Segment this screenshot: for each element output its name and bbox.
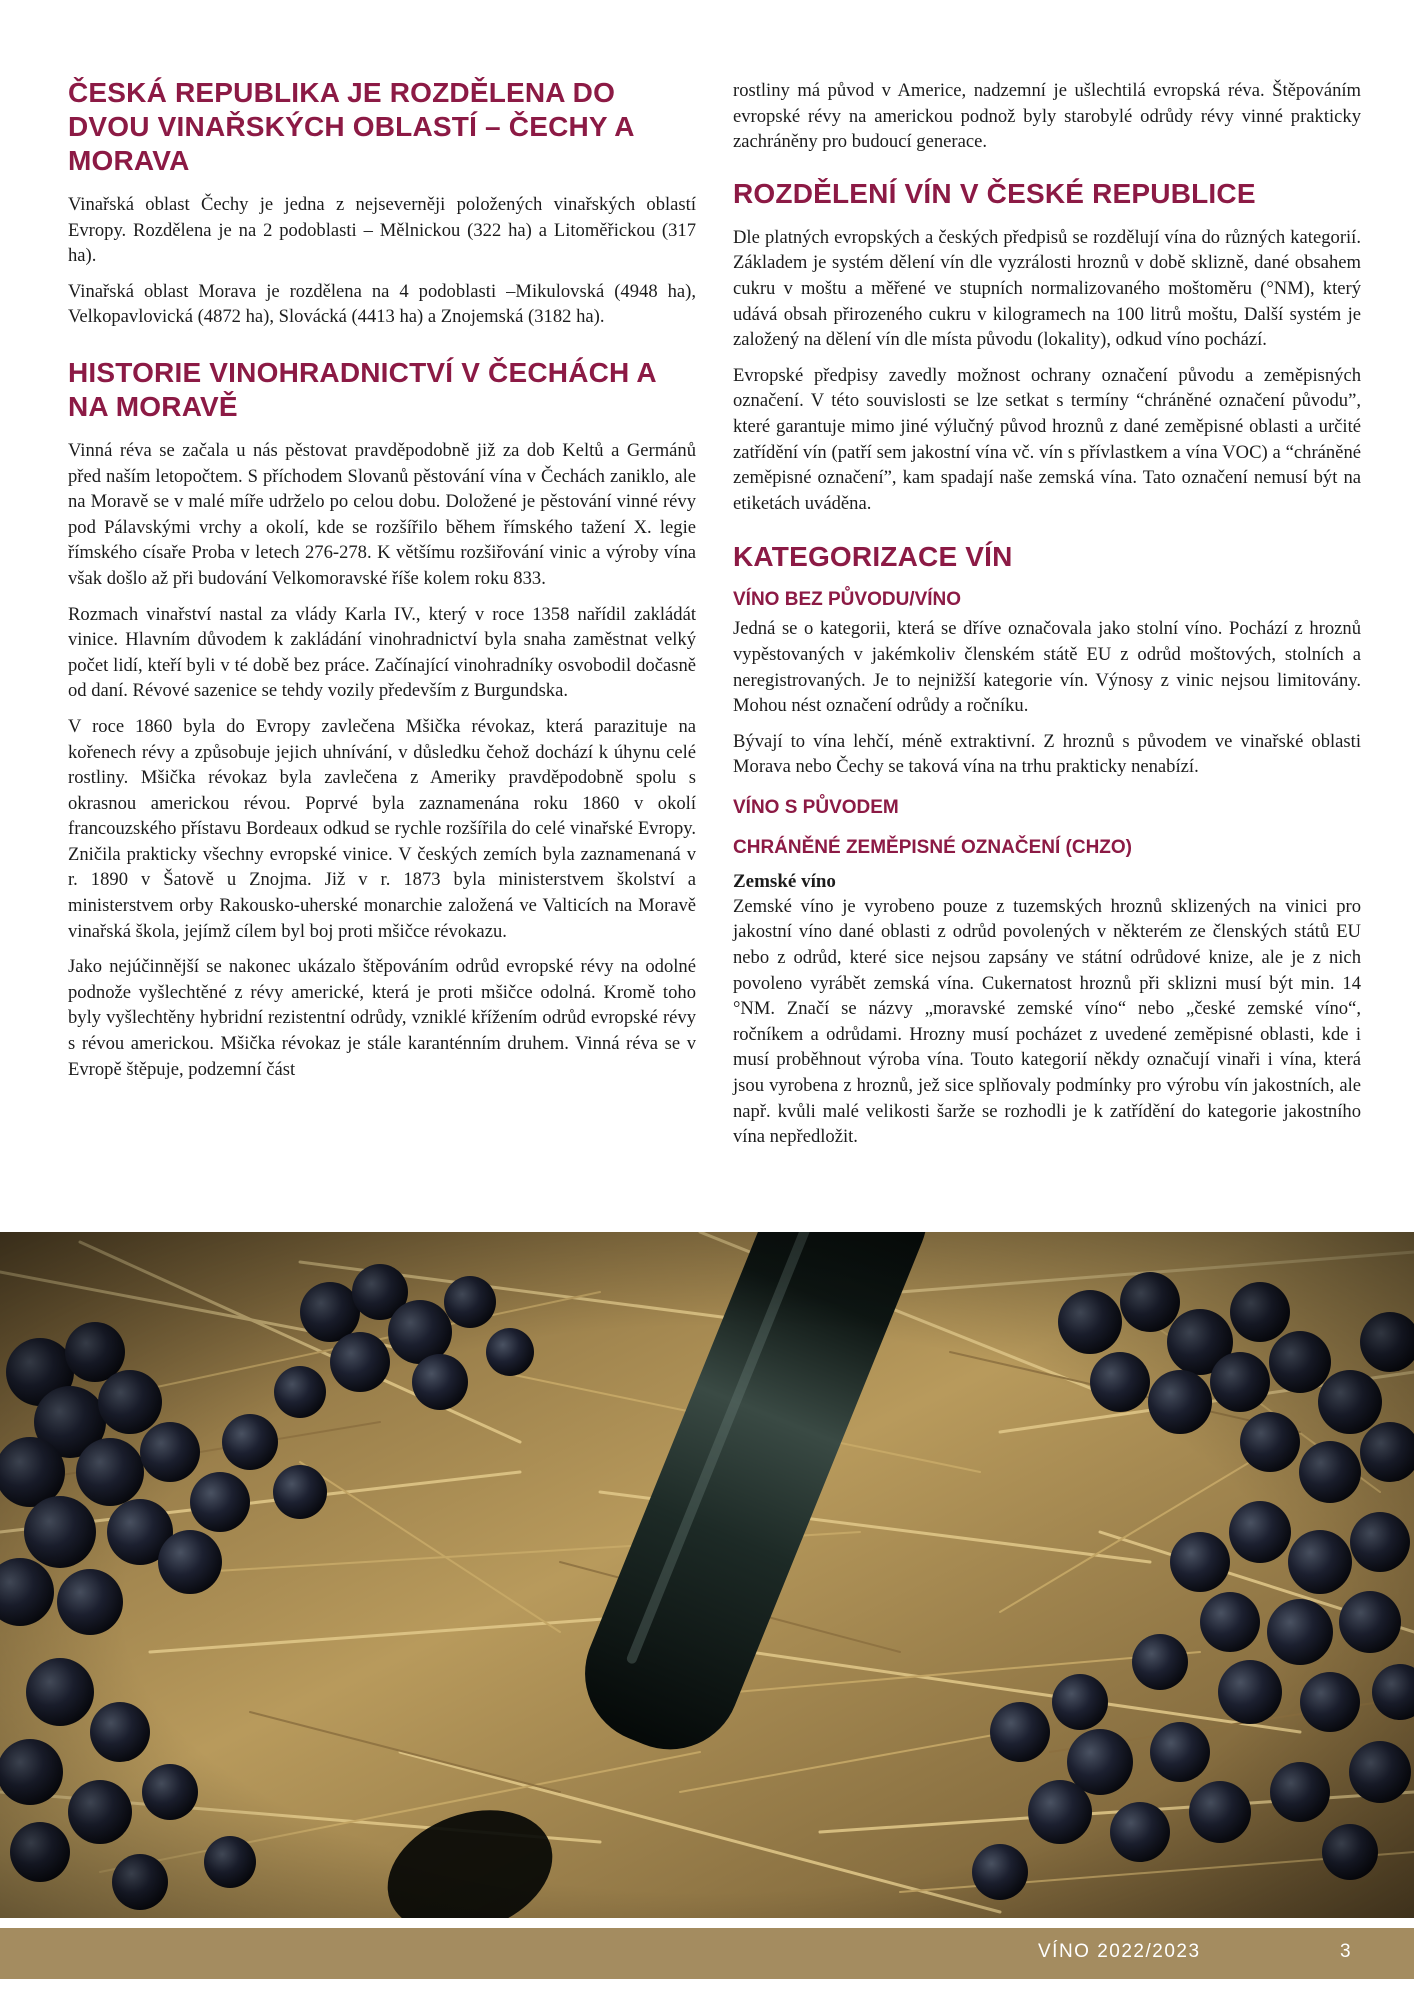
right-column	[733, 0, 1361, 1160]
paragraph: Vinná réva se začala u nás pěstovat pravděpodobně již za dob Keltů a Germánů před naším letopočtem. S příchodem Slovanů pěstování vína v Čechách zaniklo, ale na Moravě se v malé míře udrželo po celou dobu. Doložené je pěstování vinné révy pod Pálavskými vrchy a okolí, kde se rozšířilo během římského tažení X. legie římského císaře Proba v letech 276-278. K většímu rozšiřování vinic a výroby vína však došlo až při budování Velkomoravské říše kolem roku 833.	[68, 439, 696, 589]
subheading-chzo: CHRÁNĚNÉ ZEMĚPISNÉ OZNAČENÍ (CHZO)	[733, 836, 1133, 858]
subheading-wine-with-origin: VÍNO S PŮVODEM	[733, 796, 899, 818]
paragraph-continuation: rostliny má původ v Americe, nadzemní je ušlechtilá evropská réva. Štěpováním evropské révy na americkou podnož byly starobylé odrůdy révy vinné prakticky zachráněny pro budoucí generace.	[733, 80, 1361, 153]
paragraph: Evropské předpisy zavedly možnost ochrany označení původu a zeměpisných označení. V této souvislosti se lze setkat s termíny “chráněné označení původu”, které garantuje mimo jiné výlučný původ hroznů z dané zeměpisné oblasti a určité zatřídění vín (patří sem jakostní vína vč. vín s přívlastkem a vína VOC) a “chráněné zeměpisné označení”, kam spadají naše zemská vína. Tato označení nemusí být na etiketách uváděna.	[733, 364, 1361, 514]
left-column	[68, 0, 696, 1092]
paragraph: Jako nejúčinnější se nakonec ukázalo štěpováním odrůd evropské révy na odolné podnože vyšlechtěné z révy americké, která je proti mšičce odolná. Kromě toho byly vyšlechtěny hybridní rezistentní odrůdy, vzniklé křížením odrůd evropské révy s révou americkou. Mšička révokaz je stále karanténním druhem. Vinná réva se v Evropě štěpuje, podzemní část	[68, 956, 696, 1080]
page-number: 3	[1340, 1941, 1351, 1962]
paragraph: Vinařská oblast Morava je rozdělena na 4 podoblasti –Mikulovská (4948 ha), Velkopavlovická (4872 ha), Slovácká (4413 ha) a Znojemská (3182 ha).	[68, 280, 696, 328]
footer-publication-title: VÍNO 2022/2023	[1038, 1941, 1201, 1962]
paragraph: Jedná se o kategorii, která se dříve označovala jako stolní víno. Pochází z hroznů vypěstovaných v jakémkoliv členském státě EU z odrůd moštových, stolních a neregistrovaných. Je to nejnižší kategorie vín. Výnosy z vinic nejsou limitovány. Mohou nést označení odrůdy a ročníku.	[733, 618, 1361, 717]
paragraph: Dle platných evropských a českých předpisů se rozdělují vína do různých kategorií. Základem je systém dělení vín dle vyzrálosti hroznů v době sklizně, dané obsahem cukru v moštu a měřené ve stupních normalizovaného moštoměru (°NM), který udává obsah přirozeného cukru v kilogramech na 100 litrů moštu, Další systém je založený na dělení vín dle místa původu (lokality), odkud víno pochází.	[733, 226, 1361, 351]
heading-regions: ČESKÁ REPUBLIKA JE ROZDĚLENA DO DVOU VINAŘSKÝCH OBLASTÍ – ČECHY A MORAVA	[68, 77, 634, 176]
bottle-straw-grapes-photo	[0, 1232, 1414, 1918]
footer-bar	[0, 1928, 1414, 1979]
label-zemske-vino: Zemské víno	[733, 870, 836, 892]
paragraph: Rozmach vinařství nastal za vlády Karla IV., který v roce 1358 nařídil zakládát vinice. Hlavním důvodem k zakládání vinohradnictví byla snaha zaměstnat velký počet lidí, kteří byli v té době bez práce. Začínající vinohradníky osvobodil dočasně od daní. Révové sazenice se tehdy vozily především z Burgundska.	[68, 603, 696, 702]
paragraph: Zemské víno je vyrobeno pouze z tuzemských hroznů sklizených na vinici pro jakostní víno dané oblasti z odrůd povolených v některém ze členských států EU nebo z odrůd, které sice nejsou zapsány ve státní odrůdové knize, ale je z nich povoleno vyrábět zemská vína. Cukernatost hroznů při sklizni musí být min. 14 °NM. Značí se názvy „moravské zemské víno“ nebo „české zemské víno“, ročníkem a odrůdami. Hrozny musí pocházet z uvedené zeměpisné oblasti, kde i musí proběhnout výroba vína. Touto kategorií někdy označují vinaři i vína, která jsou vyrobena z hroznů, jež sice splňovaly podmínky pro výrobu vín jakostních, ale např. kvůli malé velikosti šarže se rozhodli je k zatřídění do kategorie jakostního vína nepředložit.	[733, 895, 1361, 1148]
paragraph: Vinařská oblast Čechy je jedna z nejseverněji položených vinařských oblastí Evropy. Rozdělena je na 2 podoblasti – Mělnickou (322 ha) a Litoměřickou (317 ha).	[68, 194, 696, 267]
heading-wine-categories: KATEGORIZACE VÍN	[733, 541, 1013, 573]
heading-wine-division: ROZDĚLENÍ VÍN V ČESKÉ REPUBLICE	[733, 177, 1256, 209]
heading-history: HISTORIE VINOHRADNICTVÍ V ČECHÁCH A NA MORAVĚ	[68, 356, 656, 422]
paragraph: Bývají to vína lehčí, méně extraktivní. Z hroznů s původem ve vinařské oblasti Morava nebo Čechy se taková vína na trhu prakticky nenabízí.	[733, 730, 1361, 778]
subheading-wine-without-origin: VÍNO BEZ PŮVODU/VÍNO	[733, 589, 962, 611]
paragraph: V roce 1860 byla do Evropy zavlečena Mšička révokaz, která parazituje na kořenech révy a způsobuje jejich uhnívání, v důsledku čehož dochází k úhynu celé rostliny. Mšička révokaz byla zavlečena z Ameriky pravděpodobně spolu s okrasnou americkou révou. Poprvé byla zaznamenána roku 1860 v okolí francouzského přístavu Bordeaux odkud se rychle rozšířila do celé vinařské Evropy. Zničila prakticky všechny evropské vinice. V českých zemích byla zaznamenaná v r. 1890 v Šatově u Znojma. Již v r. 1873 byla ministerstvem školství a ministerstvem orby Rakousko-uherské monarchie založená ve Valticích na Moravě vinařská škola, jejímž cílem byl boj proti mšičce révokazu.	[68, 715, 696, 942]
